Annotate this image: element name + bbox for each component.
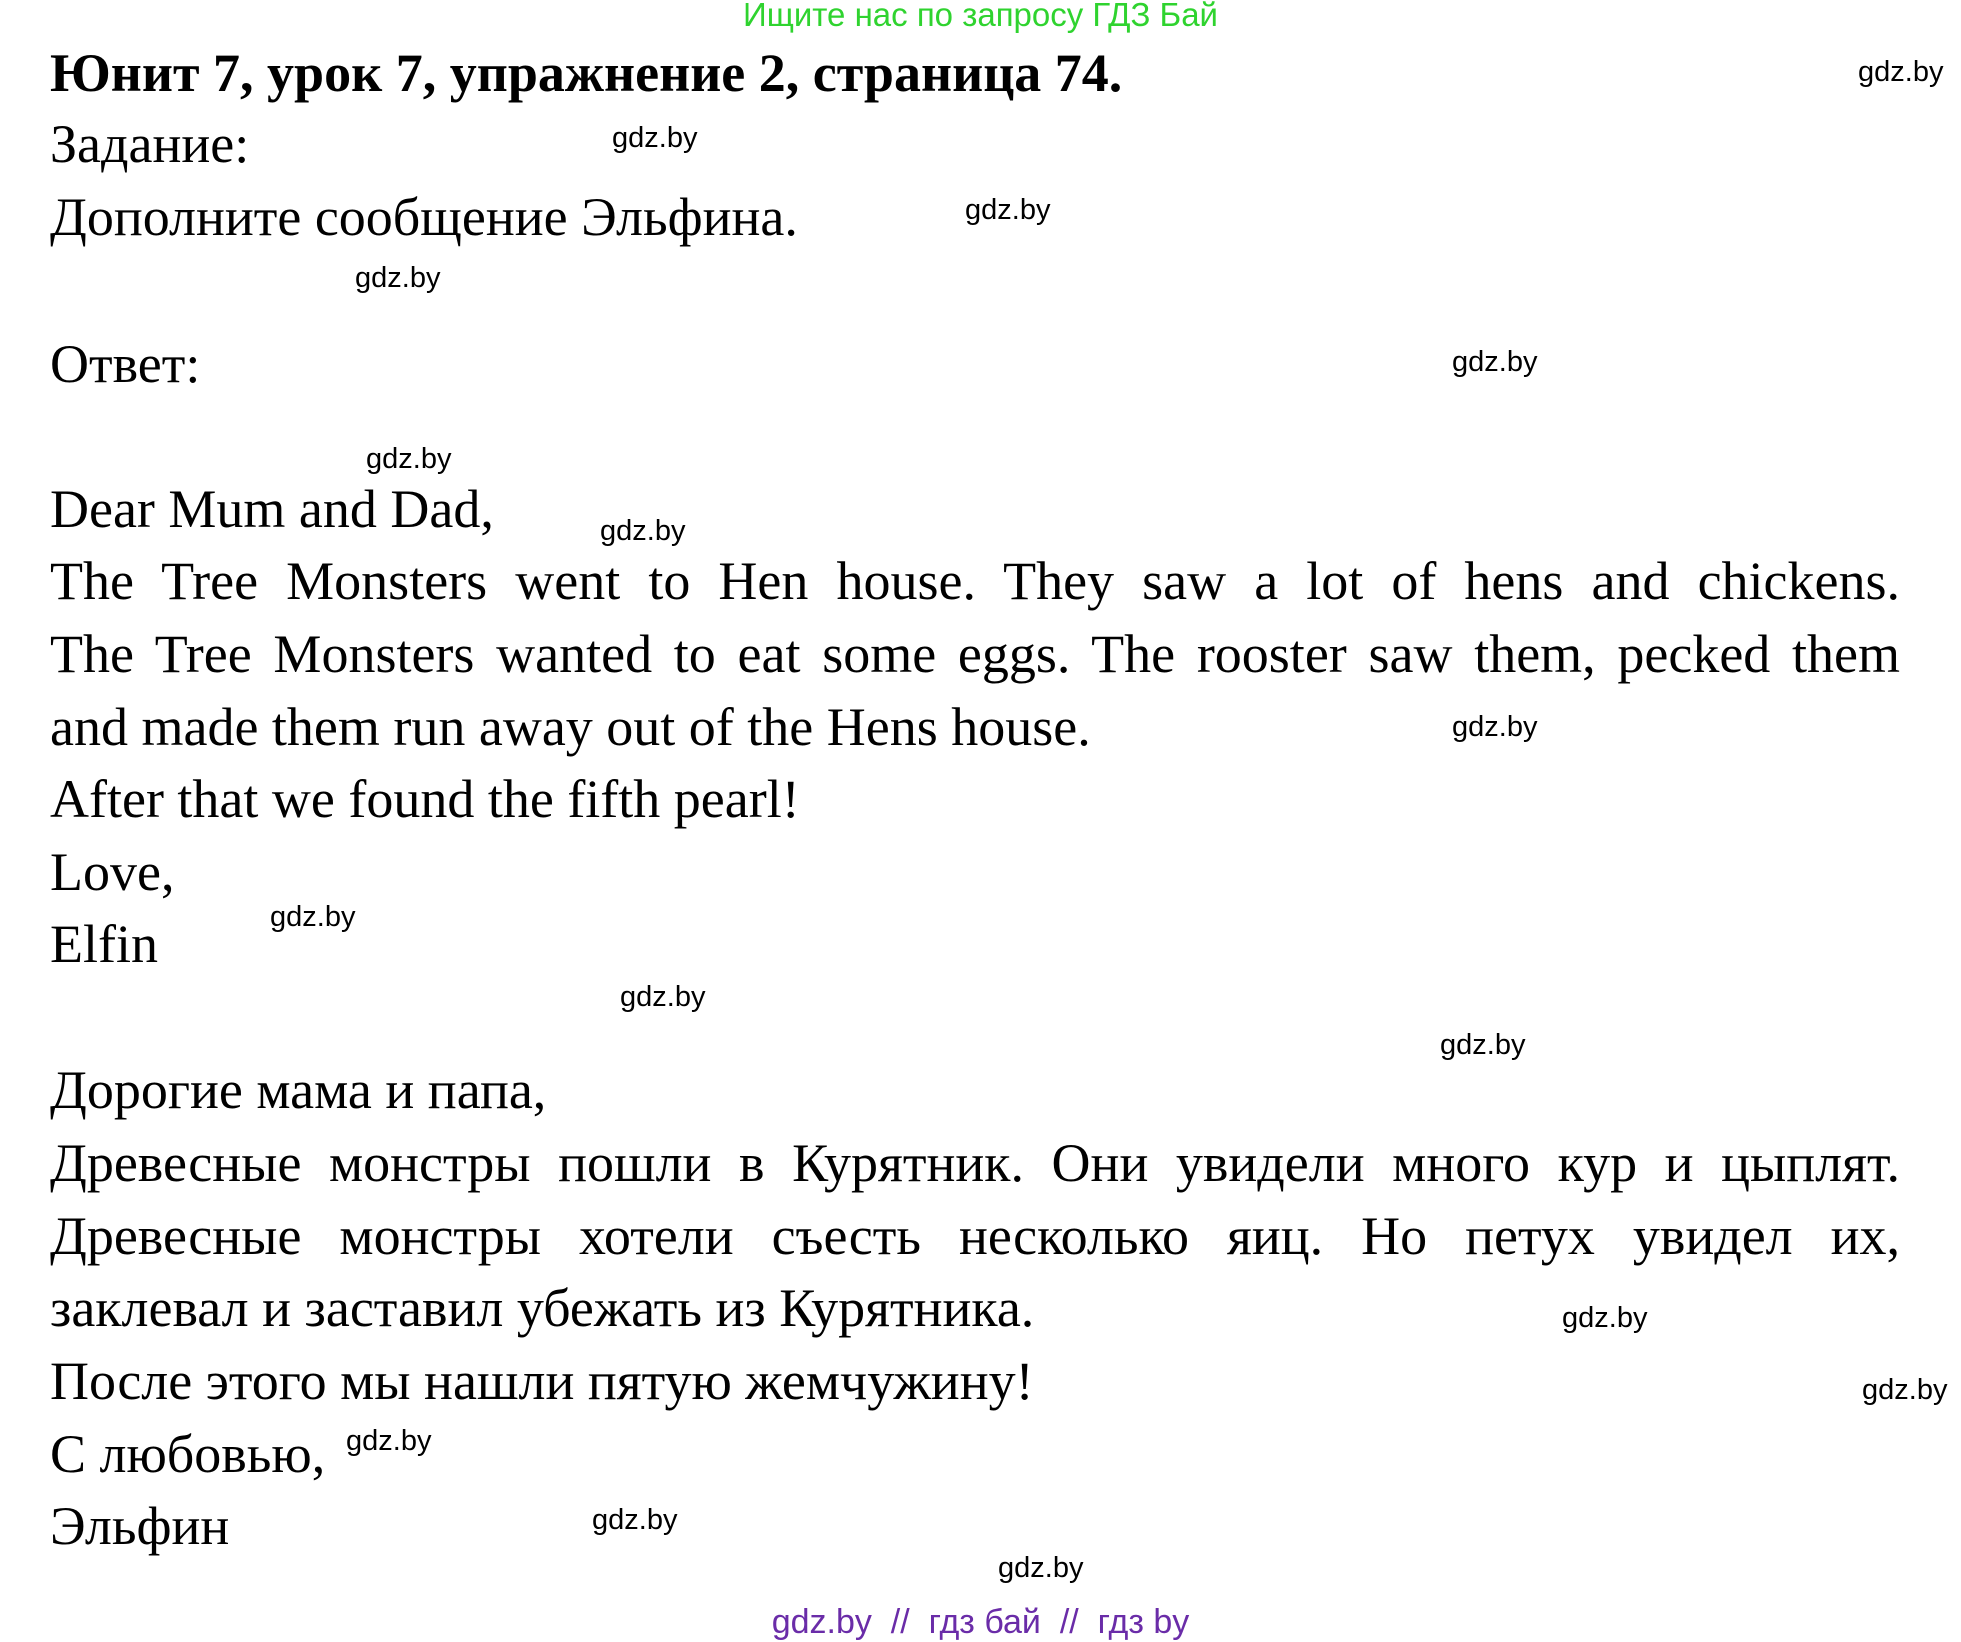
watermark: gdz.by	[612, 122, 698, 154]
letter-closing-en: Love,	[50, 842, 175, 902]
watermark: gdz.by	[620, 981, 706, 1013]
letter-line-ru-3: заклевал и заставил убежать из Курятника.	[50, 1278, 1035, 1338]
letter-greeting-ru: Дорогие мама и папа,	[50, 1060, 547, 1120]
watermark: gdz.by	[592, 1504, 678, 1536]
watermark: gdz.by	[1452, 346, 1538, 378]
letter-line-en-1: The Tree Monsters went to Hen house. They saw a lot of hens and chickens.	[50, 551, 1900, 611]
letter-signature-ru: Эльфин	[50, 1496, 230, 1556]
letter-greeting-en: Dear Mum and Dad,	[50, 479, 494, 539]
watermark: gdz.by	[270, 901, 356, 933]
task-label: Задание:	[50, 114, 250, 174]
watermark: gdz.by	[1440, 1029, 1526, 1061]
watermark: gdz.by	[998, 1552, 1084, 1584]
page-title: Юнит 7, урок 7, упражнение 2, страница 74.	[50, 43, 1123, 103]
letter-closing-ru: С любовью,	[50, 1424, 326, 1484]
watermark: gdz.by	[355, 262, 441, 294]
watermark: gdz.by	[965, 194, 1051, 226]
watermark: gdz.by	[600, 515, 686, 547]
top-banner: Ищите нас по запросу ГДЗ Бай	[743, 0, 1218, 33]
letter-line-ru-4: После этого мы нашли пятую жемчужину!	[50, 1351, 1034, 1411]
letter-line-en-4: After that we found the fifth pearl!	[50, 769, 800, 829]
task-text: Дополните сообщение Эльфина.	[50, 187, 798, 247]
letter-line-en-3: and made them run away out of the Hens house.	[50, 697, 1091, 757]
letter-signature-en: Elfin	[50, 914, 158, 974]
letter-line-en-2: The Tree Monsters wanted to eat some eggs. The rooster saw them, pecked them	[50, 624, 1900, 684]
footer-watermark: gdz.by // гдз бай // гдз by	[771, 1603, 1190, 1641]
watermark: gdz.by	[366, 443, 452, 475]
watermark: gdz.by	[1858, 56, 1944, 88]
watermark: gdz.by	[1562, 1302, 1648, 1334]
watermark: gdz.by	[1862, 1374, 1948, 1406]
letter-line-ru-2: Древесные монстры хотели съесть несколько яиц. Но петух увидел их,	[50, 1206, 1900, 1266]
letter-line-ru-1: Древесные монстры пошли в Курятник. Они увидели много кур и цыплят.	[50, 1133, 1900, 1193]
answer-label: Ответ:	[50, 334, 201, 394]
watermark: gdz.by	[346, 1425, 432, 1457]
watermark: gdz.by	[1452, 711, 1538, 743]
